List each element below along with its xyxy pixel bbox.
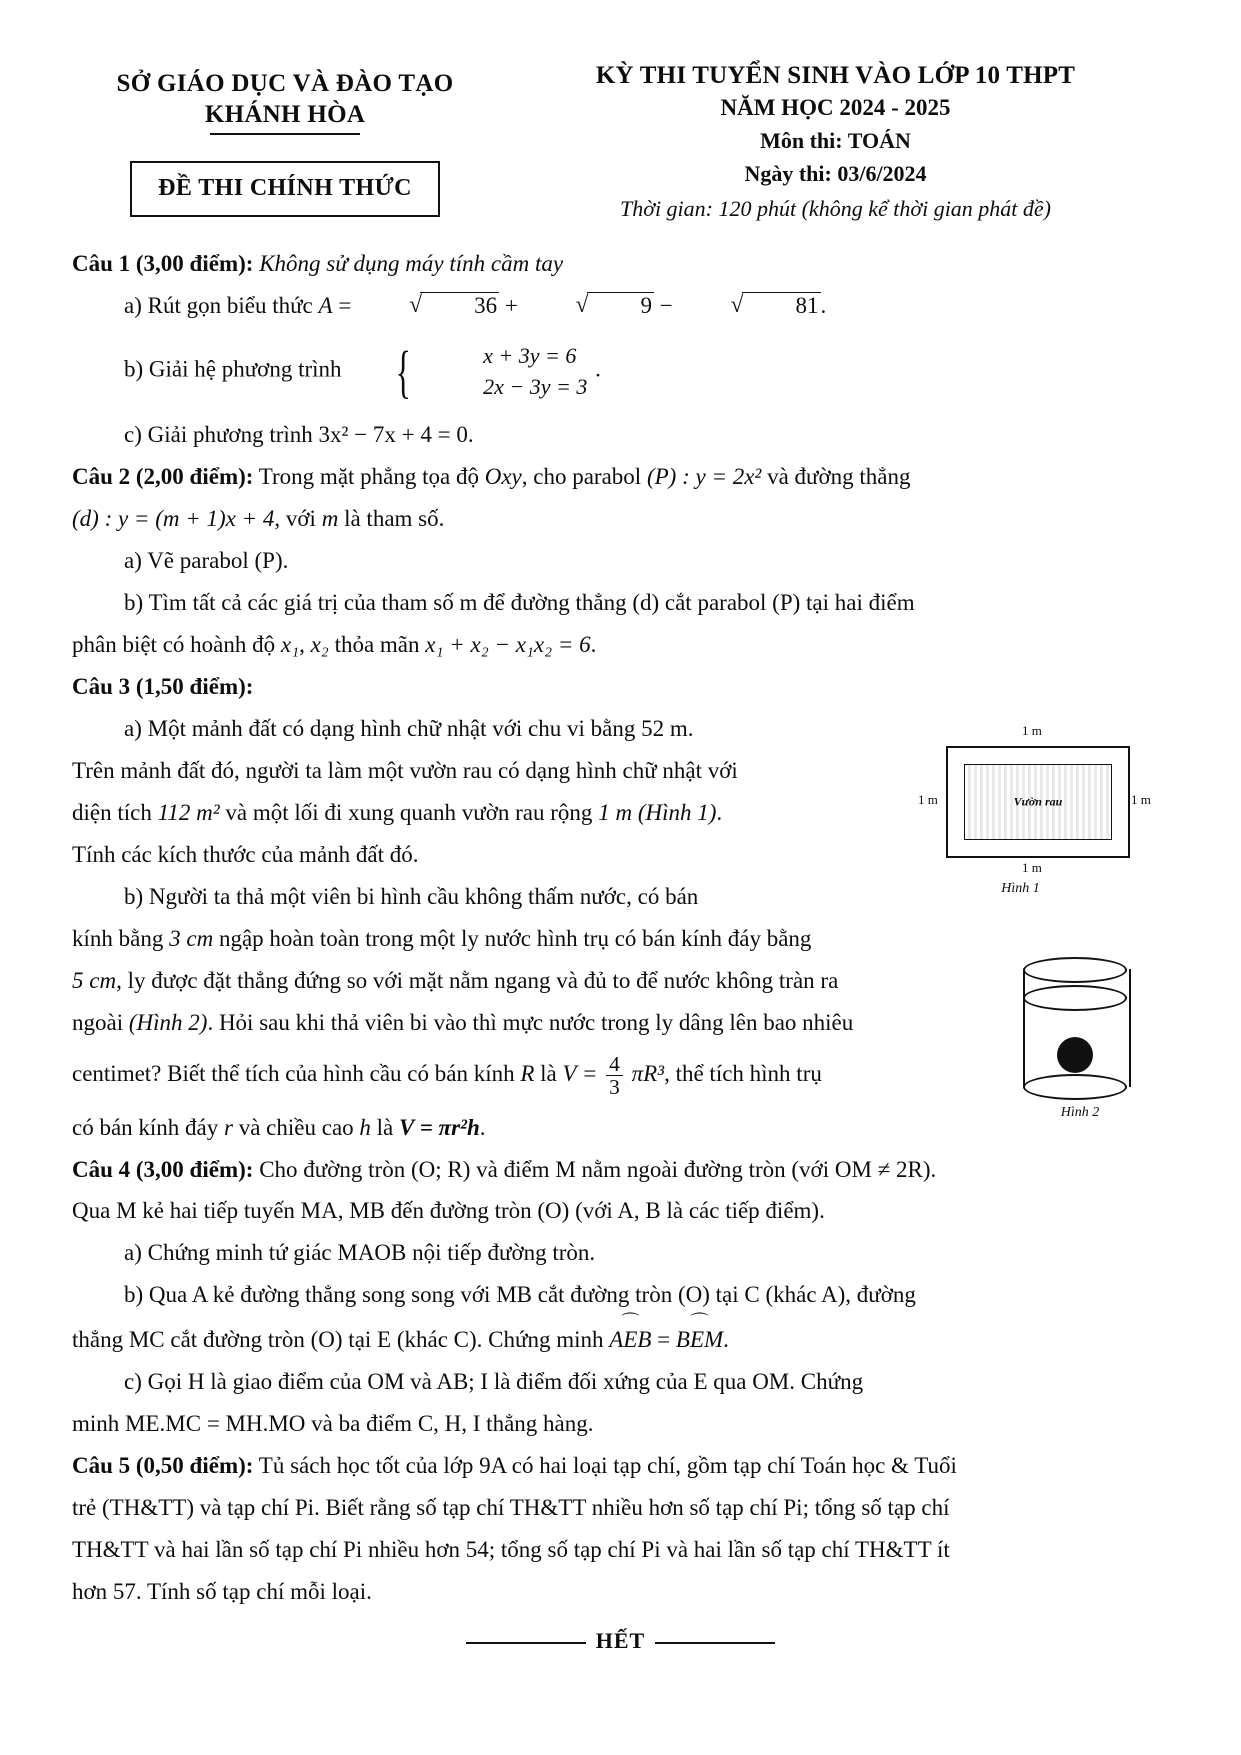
end-dash-right (655, 1642, 775, 1644)
question-1-note: Không sử dụng máy tính cầm tay (259, 251, 564, 276)
q3b-l5-end: , thể tích hình trụ (664, 1060, 822, 1086)
q3b-ball-radius: 3 cm (169, 925, 214, 951)
exam-info-block (500, 58, 1171, 222)
q2b-text: b) Tìm tất cả các giá trị của tham số m để đường thẳng (d) cắt parabol (P) tại hai điểm (124, 590, 915, 616)
q2b-mid: thỏa mãn (334, 632, 420, 658)
q2b-x2: x₂ (310, 632, 329, 658)
figure-1-land-rectangle (946, 746, 1130, 858)
question-2-line2 (72, 502, 1169, 537)
q3b-line5 (72, 1053, 952, 1099)
q2-line-d: (d) : y = (m + 1)x + 4 (72, 506, 275, 532)
question-2b-line2 (72, 628, 1169, 663)
q3b-line4 (72, 1006, 952, 1041)
question-1 (72, 247, 1169, 282)
q1b-dot: . (595, 356, 601, 382)
q4b-pre: thẳng MC cắt đường tròn (O) tại E (khác C). Chứng minh (72, 1327, 604, 1353)
q4c-line2: minh ME.MC = MH.MO và ba điểm C, H, I thẳng hàng. (72, 1411, 594, 1437)
q2-l1b: , cho parabol (521, 464, 642, 490)
q4b-angle-AEB: ⌒ AEB (609, 1323, 651, 1358)
q3b-l5-mid: là (540, 1060, 557, 1086)
question-5 (72, 1449, 1169, 1484)
q2-l1c: và đường thẳng (767, 464, 911, 490)
q3b-l6-pre: có bán kính đáy (72, 1114, 219, 1140)
figure-2-water-surface (1023, 985, 1127, 1011)
document-header (0, 0, 1241, 222)
q5-line1: Tủ sách học tốt của lớp 9A có hai loại tạp chí, gồm tạp chí Toán học & Tuổi (258, 1453, 957, 1479)
question-1a (72, 289, 1169, 324)
q2b-comma: , (299, 632, 305, 658)
q1c-text: c) Giải phương trình 3x² − 7x + 4 = 0. (124, 422, 474, 448)
q2-l2b: , với (274, 506, 316, 532)
q3b-l3-post: , ly được đặt thẳng đứng so với mặt nằm ngang và đủ to để nước không tràn ra (116, 967, 839, 993)
q3a-l3-pre: diện tích (72, 799, 152, 825)
q2-m: m (321, 506, 339, 532)
end-text: HẾT (595, 1628, 646, 1654)
question-3a-block (72, 712, 877, 915)
q3b-line1: b) Người ta thả một viên bi hình cầu không thấm nước, có bán (124, 883, 699, 909)
figure-1-top-label: 1 m (1022, 723, 1042, 738)
exam-date: Ngày thi: 03/6/2024 (744, 161, 927, 186)
question-4-head: Câu 4 (3,00 điểm): (72, 1156, 254, 1182)
q4c: c) Gọi H là giao điểm của OM và AB; I là điểm đối xứng của E qua OM. Chứng (124, 1369, 864, 1395)
figure-1-garden-diagram (918, 718, 1163, 908)
end-dash-left (466, 1642, 586, 1644)
question-2a (72, 544, 1169, 579)
q4b-end: . (723, 1327, 729, 1353)
q3b-cyl-radius: 5 cm (72, 967, 117, 993)
q3b-V-eq: V = (562, 1060, 598, 1086)
q3b-l4-pre: ngoài (72, 1009, 124, 1035)
q1b-system (349, 340, 587, 402)
question-1c (72, 418, 1169, 453)
q3a-line1: a) Một mảnh đất có dạng hình chữ nhật với chu vi bằng 52 m. (124, 716, 694, 742)
q4-line2: Qua M kẻ hai tiếp tuyến MA, MB đến đường tròn (O) (với A, B là các tiếp điểm). (72, 1198, 825, 1224)
system-brace: { (395, 338, 412, 404)
q3a-line2: Trên mảnh đất đó, người ta làm một vườn rau có dạng hình chữ nhật với (72, 758, 738, 783)
q2-oxy: Oxy (484, 464, 522, 490)
end-marker (72, 1624, 1169, 1657)
q1a-minus: − (659, 292, 673, 318)
q1a-eq: = (338, 292, 352, 318)
exam-title: KỲ THI TUYỂN SINH VÀO LỚP 10 THPT (595, 62, 1076, 89)
q3b-cyl-volume: V = πr²h (399, 1114, 480, 1140)
figure-2-top-ellipse (1023, 957, 1127, 983)
q3b-l4-post: . Hỏi sau khi thả viên bi vào thì mực nước trong ly dâng lên bao nhiêu (207, 1009, 854, 1035)
q2b-condition: x₁ + x₂ − x₁x₂ = 6 (425, 632, 591, 658)
exam-body (0, 222, 1241, 1657)
duration: Thời gian: 120 phút (không kể thời gian phát đề) (619, 196, 1052, 221)
q2b-dot: . (590, 632, 597, 658)
question-1b (72, 340, 1169, 402)
q3b-l6-end: . (479, 1114, 486, 1140)
question-5-head: Câu 5 (0,50 điểm): (72, 1453, 254, 1479)
q3b-line2 (72, 922, 952, 957)
question-3b-block (72, 922, 952, 1099)
department-line-2: KHÁNH HÒA (204, 101, 366, 129)
q1b-eq2: 2x − 3y = 3 (483, 374, 588, 400)
q4b-eq: = (657, 1327, 671, 1353)
question-4 (72, 1153, 1169, 1188)
figure-1-left-label: 1 m (918, 792, 938, 807)
q1a-A: A (318, 292, 333, 318)
q1a-plus: + (504, 292, 518, 318)
q1a-sqrt-36: √ 36 (357, 289, 499, 324)
q1a-dot: . (820, 292, 827, 318)
q1a-text: a) Rút gọn biểu thức (124, 292, 313, 318)
q3b-l5-pre: centimet? Biết thể tích của hình cầu có bán kính (72, 1060, 515, 1086)
q2-l2c: là tham số. (344, 506, 445, 532)
q2b-x1: x₁ (280, 632, 300, 658)
figure-2-cylinder-diagram (1005, 955, 1155, 1135)
q3a-line3 (72, 796, 877, 831)
q5-line3: TH&TT và hai lần số tạp chí Pi nhiều hơn 54; tổng số tạp chí Pi và hai lần số tạp chí TH&TT ít (72, 1537, 950, 1563)
figure-1-bottom-label: 1 m (1022, 860, 1042, 875)
question-3-head: Câu 3 (1,50 điểm): (72, 674, 254, 700)
q3a-line4: Tính các kích thước của mảnh đất đó. (72, 841, 419, 867)
figure-1-caption: Hình 1 (1001, 881, 1040, 896)
question-1-head: Câu 1 (3,00 điểm): (72, 251, 254, 276)
figure-1-garden-label: Vườn rau (1013, 794, 1063, 809)
department-block (70, 58, 500, 222)
figure-2-caption: Hình 2 (1060, 1105, 1100, 1120)
q1a-sqrt-9: √ 9 (524, 289, 655, 324)
q1b-eq1: x + 3y = 6 (483, 342, 577, 368)
figure-1-garden-rectangle (964, 764, 1112, 840)
school-year: NĂM HỌC 2024 - 2025 (720, 95, 951, 120)
q2b-pre: phân biệt có hoành độ (72, 632, 276, 658)
question-2 (72, 460, 1169, 495)
q1a-sqrt-81: √ 81 (679, 289, 821, 324)
question-2-head: Câu 2 (2,00 điểm): (72, 464, 254, 490)
q3b-line3 (72, 964, 952, 999)
q3b-R: R (520, 1060, 535, 1086)
fraction-numerator: 4 (609, 1051, 620, 1076)
q3b-h: h (359, 1114, 371, 1140)
department-underline (210, 133, 360, 135)
q3b-l2-post: ngập hoàn toàn trong một ly nước hình trụ có bán kính đáy bằng (218, 925, 812, 951)
q4-line1: Cho đường tròn (O; R) và điểm M nằm ngoài đường tròn (với OM ≠ 2R). (259, 1156, 937, 1182)
q3b-l6-is: là (376, 1114, 394, 1140)
figure-1-right-label: 1 m (1131, 792, 1151, 807)
q3a-path-width: 1 m (598, 799, 633, 825)
q3a-fig-ref: (Hình 1) (637, 799, 717, 825)
q3b-piR3: πR³ (631, 1060, 665, 1086)
q3b-fraction-4-3 (606, 1053, 623, 1099)
q2-l1a: Trong mặt phẳng tọa độ (258, 464, 479, 490)
q5-line2: trẻ (TH&TT) và tạp chí Pi. Biết rằng số tạp chí TH&TT nhiều hơn số tạp chí Pi; tổng số tạp chí (72, 1495, 950, 1521)
question-3 (72, 670, 1169, 705)
question-2b (72, 586, 1169, 621)
q3a-l3-end: . (716, 799, 723, 825)
q2a-text: a) Vẽ parabol (P). (124, 548, 289, 574)
official-exam-badge: ĐỀ THI CHÍNH THỨC (130, 161, 440, 217)
q2-parabol: (P) : y = 2x² (646, 464, 762, 490)
q3a-area: 112 m² (157, 799, 220, 825)
department-line-1: SỞ GIÁO DỤC VÀ ĐÀO TẠO (116, 70, 454, 97)
q3b-l6-and: và chiều cao (238, 1114, 354, 1140)
q4b-angle-BEM: ⌒ BEM (676, 1323, 723, 1358)
subject: Môn thi: TOÁN (760, 128, 911, 153)
q4a: a) Chứng minh tứ giác MAOB nội tiếp đường tròn. (124, 1240, 596, 1266)
q3a-l3-mid: và một lối đi xung quanh vườn rau rộng (225, 799, 593, 825)
q1b-text: b) Giải hệ phương trình (124, 356, 342, 382)
q3b-r: r (224, 1114, 233, 1140)
fraction-denominator: 3 (606, 1075, 623, 1098)
q4b: b) Qua A kẻ đường thẳng song song với MB cắt đường tròn (O) tại C (khác A), đường (124, 1282, 916, 1308)
figure-2-bottom-ellipse (1023, 1074, 1127, 1100)
q4b-line2 (72, 1323, 1169, 1358)
q5-line4: hơn 57. Tính số tạp chí mỗi loại. (72, 1579, 372, 1605)
q3b-l2-pre: kính bằng (72, 925, 164, 951)
figure-2-ball (1057, 1037, 1093, 1073)
q3b-fig-ref: (Hình 2) (128, 1009, 208, 1035)
